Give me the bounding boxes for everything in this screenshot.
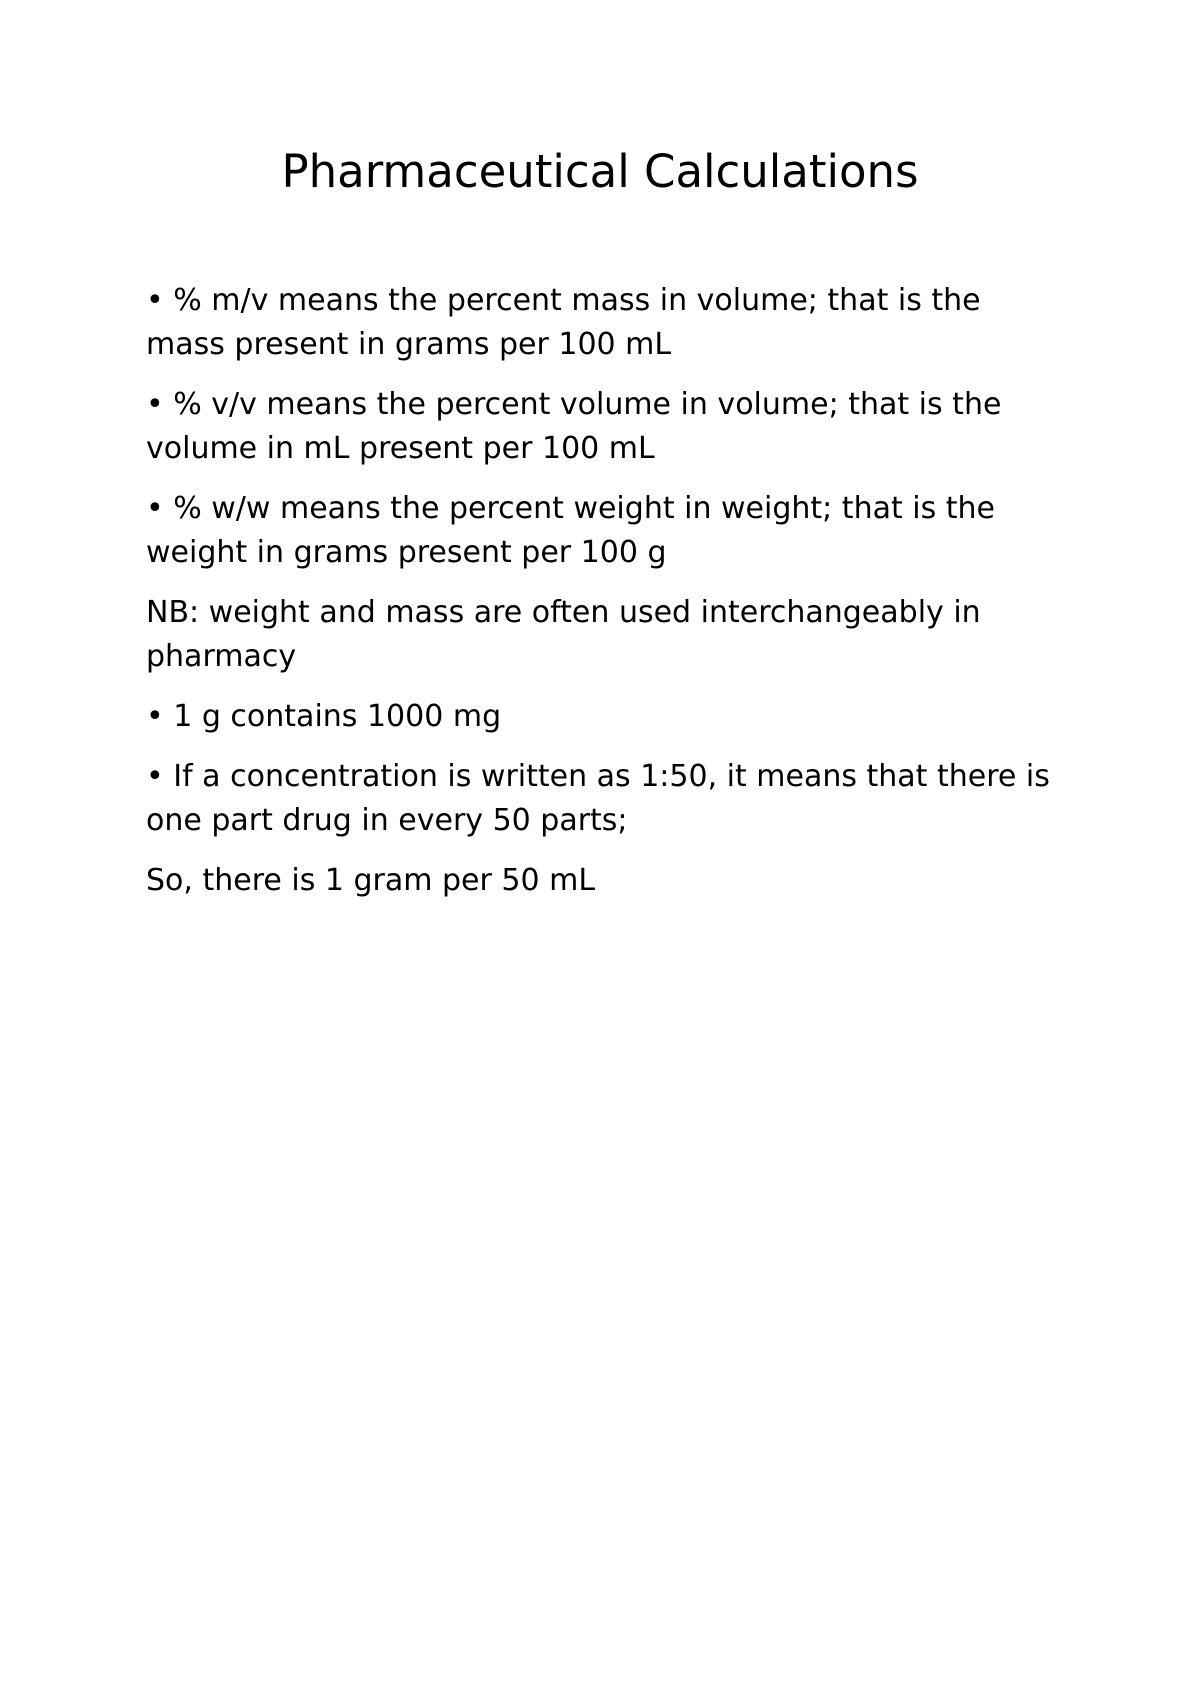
document-body: [146, 279, 1066, 919]
paragraph-volume-volume: • % v/v means the percent volume in volume; that is the volume in mL present per 100 mL: [146, 387, 1002, 466]
paragraph-gram-conversion: • 1 g contains 1000 mg: [146, 699, 502, 734]
paragraph-note: NB: weight and mass are often used interchangeably in pharmacy: [146, 595, 981, 674]
paragraph-ratio-conclusion: So, there is 1 gram per 50 mL: [146, 863, 596, 898]
paragraph-weight-weight: • % w/w means the percent weight in weight; that is the weight in grams present per 100 g: [146, 491, 995, 570]
paragraph-ratio-concentration: • If a concentration is written as 1:50, it means that there is one part drug in every 50 parts;: [146, 759, 1050, 838]
paragraph-mass-volume: • % m/v means the percent mass in volume; that is the mass present in grams per 100 mL: [146, 283, 981, 362]
page-title: Pharmaceutical Calculations: [281, 145, 919, 198]
